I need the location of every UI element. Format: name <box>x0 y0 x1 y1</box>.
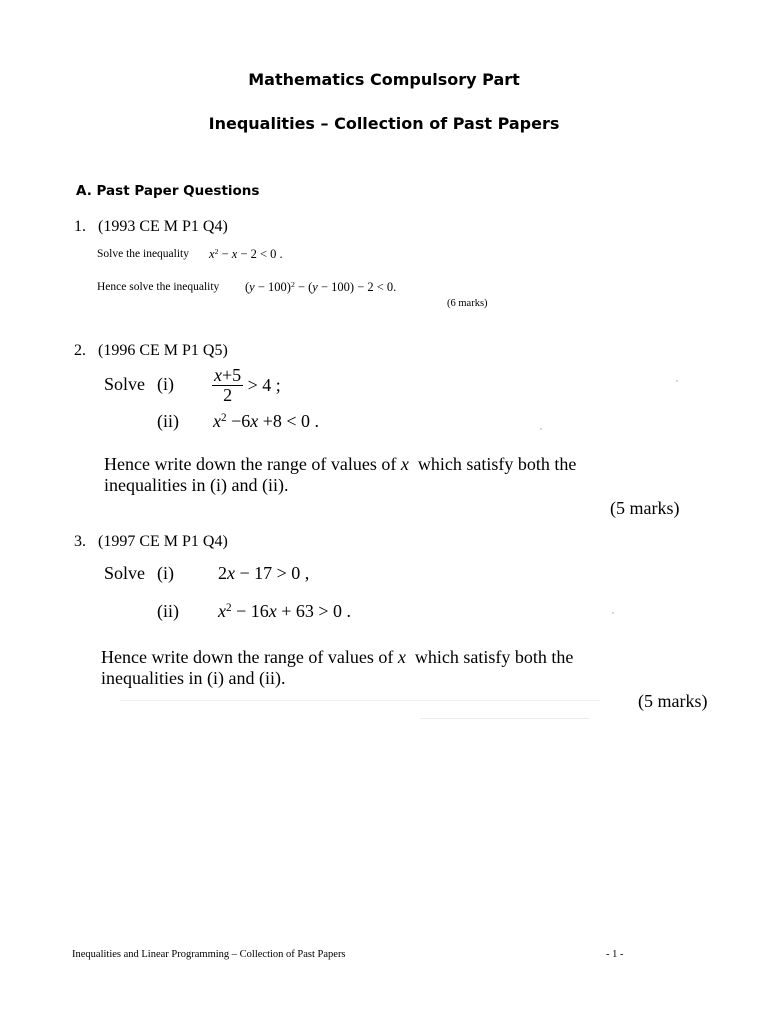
marks-label: (5 marks) <box>638 691 708 711</box>
scan-speck <box>676 380 678 382</box>
question-number: 3. <box>74 533 86 550</box>
inequality-rest: > 4 ; <box>247 374 281 395</box>
math-expression: $x^2 - x - 2 < 0$ . <box>209 246 283 261</box>
question-source: (1997 CE M P1 Q4) <box>98 533 228 550</box>
math-expression: $x^2 -6x +8 < 0$ . <box>213 411 320 431</box>
question-text: Hence solve the inequality <box>97 281 220 293</box>
part-ii-label: (ii) <box>157 411 179 431</box>
scan-speck <box>612 612 614 614</box>
scan-noise <box>420 718 590 719</box>
page-number: - 1 - <box>606 949 624 960</box>
question-source: (1996 CE M P1 Q5) <box>98 342 228 359</box>
fraction <box>212 366 243 405</box>
page-title: Mathematics Compulsory Part <box>248 70 520 89</box>
scan-speck <box>540 428 542 430</box>
math-expression: $x^2 - 16x + 63 > 0$ . <box>218 601 352 621</box>
hence-text: Hence write down the range of values of x which satisfy both the <box>104 454 577 474</box>
page-subtitle: Inequalities – Collection of Past Papers <box>208 114 560 133</box>
fraction-numerator: x+5 <box>214 365 242 385</box>
part-i-label: (i) <box>157 374 174 394</box>
hence-text: inequalities in (i) and (ii). <box>101 668 286 688</box>
marks-label: (6 marks) <box>447 298 488 309</box>
hence-text: Hence write down the range of values of x which satisfy both the <box>101 647 574 667</box>
section-heading: A. Past Paper Questions <box>76 183 260 199</box>
question-source: (1993 CE M P1 Q4) <box>98 218 228 235</box>
hence-text: inequalities in (i) and (ii). <box>104 475 289 495</box>
scan-noise <box>120 700 600 701</box>
math-expression <box>212 366 281 405</box>
question-text: Solve the inequality <box>97 248 189 260</box>
question-number: 1. <box>74 218 86 235</box>
fraction-denominator: 2 <box>223 384 233 405</box>
solve-label: Solve <box>104 563 146 583</box>
part-i-label: (i) <box>157 563 174 583</box>
marks-label: (5 marks) <box>610 498 680 518</box>
math-expression: $(y - 100)^2 - (y - 100) - 2 < 0$. <box>245 279 397 294</box>
question-number: 2. <box>74 342 86 359</box>
part-ii-label: (ii) <box>157 601 179 621</box>
solve-label: Solve <box>104 374 146 394</box>
footer-left: Inequalities and Linear Programming – Collection of Past Papers <box>72 949 346 960</box>
math-expression: 2x − 17 > 0 , <box>218 563 310 583</box>
